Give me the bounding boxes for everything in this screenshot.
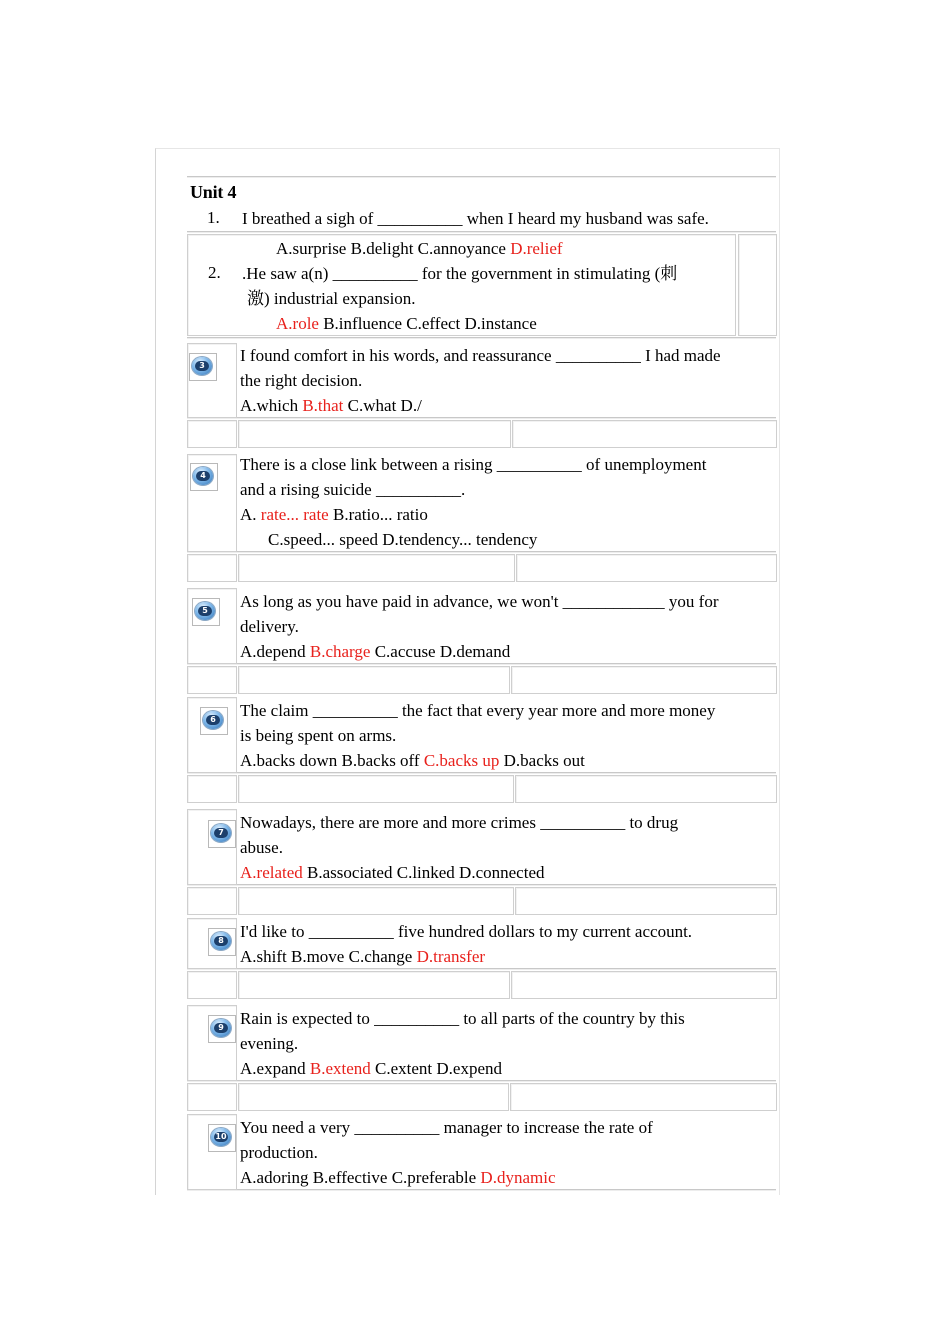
spacer-cell bbox=[516, 554, 777, 582]
question-stem: abuse. bbox=[240, 838, 283, 857]
question-stem: and a rising suicide __________. bbox=[240, 480, 466, 499]
correct-answer: rate... rate bbox=[260, 505, 329, 524]
option: A.expand bbox=[240, 1059, 310, 1078]
spacer-cell bbox=[187, 775, 237, 803]
correct-answer: D.dynamic bbox=[480, 1168, 556, 1187]
spacer-cell bbox=[238, 1083, 509, 1111]
spacer-cell bbox=[187, 554, 237, 582]
option: A.shift B.move C.change bbox=[240, 947, 417, 966]
question-stem: As long as you have paid in advance, we won't ____________ you for bbox=[240, 592, 719, 611]
number-badge-icon: 3 bbox=[189, 353, 217, 381]
spacer-cell bbox=[187, 887, 237, 915]
number-badge-icon: 6 bbox=[200, 707, 228, 735]
spacer-cell bbox=[515, 775, 777, 803]
question-stem: .He saw a(n) __________ for the government in stimulating (刺 bbox=[242, 264, 678, 283]
spacer-cell bbox=[187, 666, 237, 694]
spacer-cell bbox=[512, 420, 777, 448]
empty-cell bbox=[738, 234, 777, 336]
option: A.which bbox=[240, 396, 303, 415]
option: C.accuse D.demand bbox=[370, 642, 511, 661]
number-badge-icon: 8 bbox=[208, 928, 236, 956]
question-stem: evening. bbox=[240, 1034, 299, 1053]
correct-answer: B.charge bbox=[309, 642, 371, 661]
table-rule bbox=[187, 231, 776, 233]
table-rule bbox=[187, 176, 776, 178]
option: D.backs out bbox=[499, 751, 585, 770]
question-stem: I breathed a sigh of __________ when I heard my husband was safe. bbox=[242, 209, 709, 228]
question-stem: 激) industrial expansion. bbox=[247, 289, 416, 308]
spacer-cell bbox=[515, 887, 777, 915]
question-stem: delivery. bbox=[240, 617, 299, 636]
option: C.what D./ bbox=[343, 396, 422, 415]
question-stem: I found comfort in his words, and reassurance __________ I had made bbox=[240, 346, 721, 365]
answer-options bbox=[240, 944, 485, 969]
correct-answer: D.relief bbox=[510, 239, 563, 258]
answer-options bbox=[240, 502, 428, 527]
option: A.surprise bbox=[276, 239, 351, 258]
spacer-cell bbox=[238, 971, 510, 999]
correct-answer: B.that bbox=[302, 396, 344, 415]
correct-answer: C.backs up bbox=[423, 751, 500, 770]
question-stem: production. bbox=[240, 1143, 318, 1162]
spacer-cell bbox=[187, 971, 237, 999]
question-number: 1. bbox=[207, 208, 220, 227]
answer-options bbox=[276, 236, 563, 261]
question-stem: is being spent on arms. bbox=[240, 726, 397, 745]
spacer-cell bbox=[238, 887, 514, 915]
option: B.delight bbox=[350, 239, 418, 258]
correct-answer: B.extend bbox=[309, 1059, 371, 1078]
option: A. bbox=[240, 505, 261, 524]
table-rule bbox=[187, 337, 776, 339]
question-stem: Nowadays, there are more and more crimes __________ to drug bbox=[240, 813, 679, 832]
spacer-cell bbox=[238, 420, 511, 448]
spacer-cell bbox=[511, 666, 777, 694]
spacer-cell bbox=[187, 420, 237, 448]
option: B.ratio... ratio bbox=[328, 505, 428, 524]
correct-answer: A.related bbox=[240, 863, 303, 882]
number-badge-icon: 10 bbox=[208, 1124, 236, 1152]
question-stem: the right decision. bbox=[240, 371, 363, 390]
question-stem: I'd like to __________ five hundred dollars to my current account. bbox=[240, 922, 693, 941]
option: A.adoring B.effective C.preferable bbox=[240, 1168, 481, 1187]
correct-answer: A.role bbox=[276, 314, 319, 333]
number-badge-icon: 7 bbox=[208, 820, 236, 848]
answer-options bbox=[240, 1165, 556, 1190]
answer-options bbox=[240, 1056, 502, 1081]
answer-options bbox=[240, 748, 585, 773]
question-stem: There is a close link between a rising __________ of unemployment bbox=[240, 455, 707, 474]
option: B.influence C.effect D.instance bbox=[318, 314, 537, 333]
question-stem: Rain is expected to __________ to all parts of the country by this bbox=[240, 1009, 685, 1028]
spacer-cell bbox=[238, 666, 510, 694]
number-badge-icon: 4 bbox=[190, 463, 218, 491]
answer-options bbox=[276, 311, 537, 336]
question-stem: The claim __________ the fact that every year more and more money bbox=[240, 701, 716, 720]
question-stem: You need a very __________ manager to increase the rate of bbox=[240, 1118, 653, 1137]
option: A.depend bbox=[240, 642, 310, 661]
answer-options bbox=[240, 639, 510, 664]
option: C.annoyance bbox=[417, 239, 511, 258]
spacer-cell bbox=[511, 971, 777, 999]
number-badge-icon: 9 bbox=[208, 1015, 236, 1043]
correct-answer: D.transfer bbox=[416, 947, 486, 966]
option: B.associated C.linked D.connected bbox=[302, 863, 545, 882]
option: A.backs down B.backs off bbox=[240, 751, 424, 770]
spacer-cell bbox=[238, 554, 515, 582]
answer-options: C.speed... speed D.tendency... tendency bbox=[268, 530, 538, 549]
spacer-cell bbox=[187, 1083, 237, 1111]
answer-options bbox=[240, 860, 545, 885]
option: C.extent D.expend bbox=[370, 1059, 503, 1078]
spacer-cell bbox=[510, 1083, 777, 1111]
spacer-cell bbox=[238, 775, 514, 803]
number-badge-icon: 5 bbox=[192, 598, 220, 626]
unit-title: Unit 4 bbox=[190, 182, 237, 202]
question-number: 2. bbox=[208, 263, 221, 282]
answer-options bbox=[240, 393, 422, 418]
